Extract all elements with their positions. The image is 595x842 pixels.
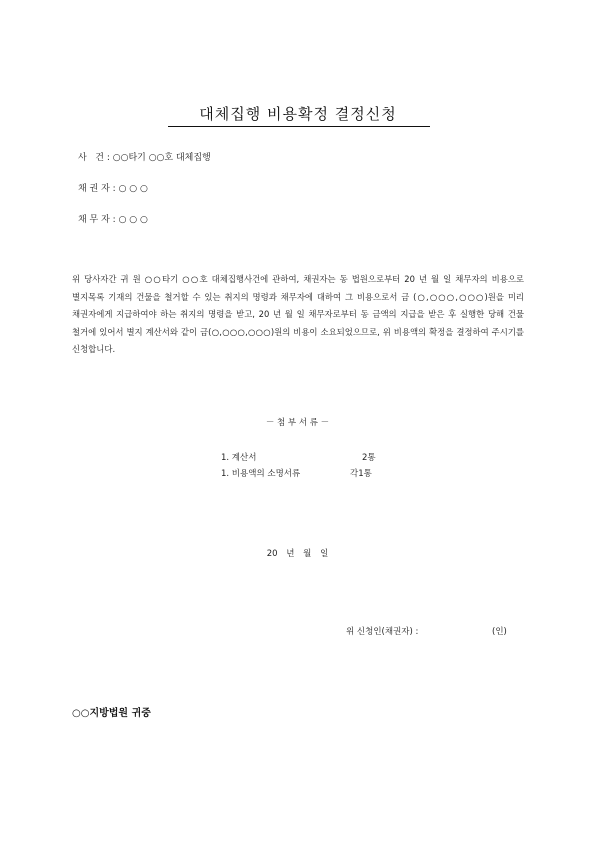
creditor-label: 채 권 자 bbox=[78, 184, 110, 194]
case-value: ○○타기 ○○호 대체집행 bbox=[112, 153, 211, 163]
debtor-field bbox=[78, 212, 148, 225]
debtor-label: 채 무 자 bbox=[78, 215, 110, 225]
court-addressee: ○○지방법원 귀중 bbox=[72, 708, 151, 719]
attachment-item-count: 각1통 bbox=[350, 469, 372, 479]
title-underline bbox=[168, 126, 430, 127]
application-date: 20 년 월 일 bbox=[266, 549, 329, 559]
debtor-separator: : bbox=[109, 215, 119, 225]
case-label: 사 건 bbox=[78, 153, 104, 163]
document-title: 대체집행 비용확정 결정신청 bbox=[199, 105, 397, 123]
creditor-field bbox=[78, 181, 148, 194]
case-field bbox=[78, 150, 211, 163]
attachment-item-name: 1. 비용액의 소명서류 bbox=[221, 469, 301, 479]
debtor-value: ○ ○ ○ bbox=[118, 215, 148, 225]
attachments-title: － 첨 부 서 류 － bbox=[265, 418, 330, 428]
applicant-label: 위 신청인(채권자) : bbox=[346, 627, 419, 637]
creditor-separator: : bbox=[109, 184, 119, 194]
creditor-value: ○ ○ ○ bbox=[118, 184, 148, 194]
attachment-item-count: 2통 bbox=[362, 453, 376, 463]
case-separator: : bbox=[103, 153, 113, 163]
attachment-item-name: 1. 계산서 bbox=[221, 453, 257, 463]
applicant-seal: (인) bbox=[492, 627, 507, 637]
application-body: 위 당사자간 귀 원 ○○타기 ○○호 대체집행사건에 관하여, 채권자는 동 법원으로부터 20 년 월 일 채무자의 비용으로 별지목록 기재의 건물을 철거할 수 있는 취지의 명령과 채무자에 대하여 그 비용으로서 금 (○,○○○,○○○)원을 미리 채권자에게 지급하여야 하는 취지의 명령을 받고, 20 년 월 일 채무자로부터 동 금액의 지급을 받은 후 실행한 당해 건물 철거에 있어서 별지 계산서와 같이 금(○,○○○,○○○)원의 비용이 소요되었으므로, 위 비용액의 확정을 결정하여 주시기를 신청합니다. bbox=[72, 274, 524, 355]
